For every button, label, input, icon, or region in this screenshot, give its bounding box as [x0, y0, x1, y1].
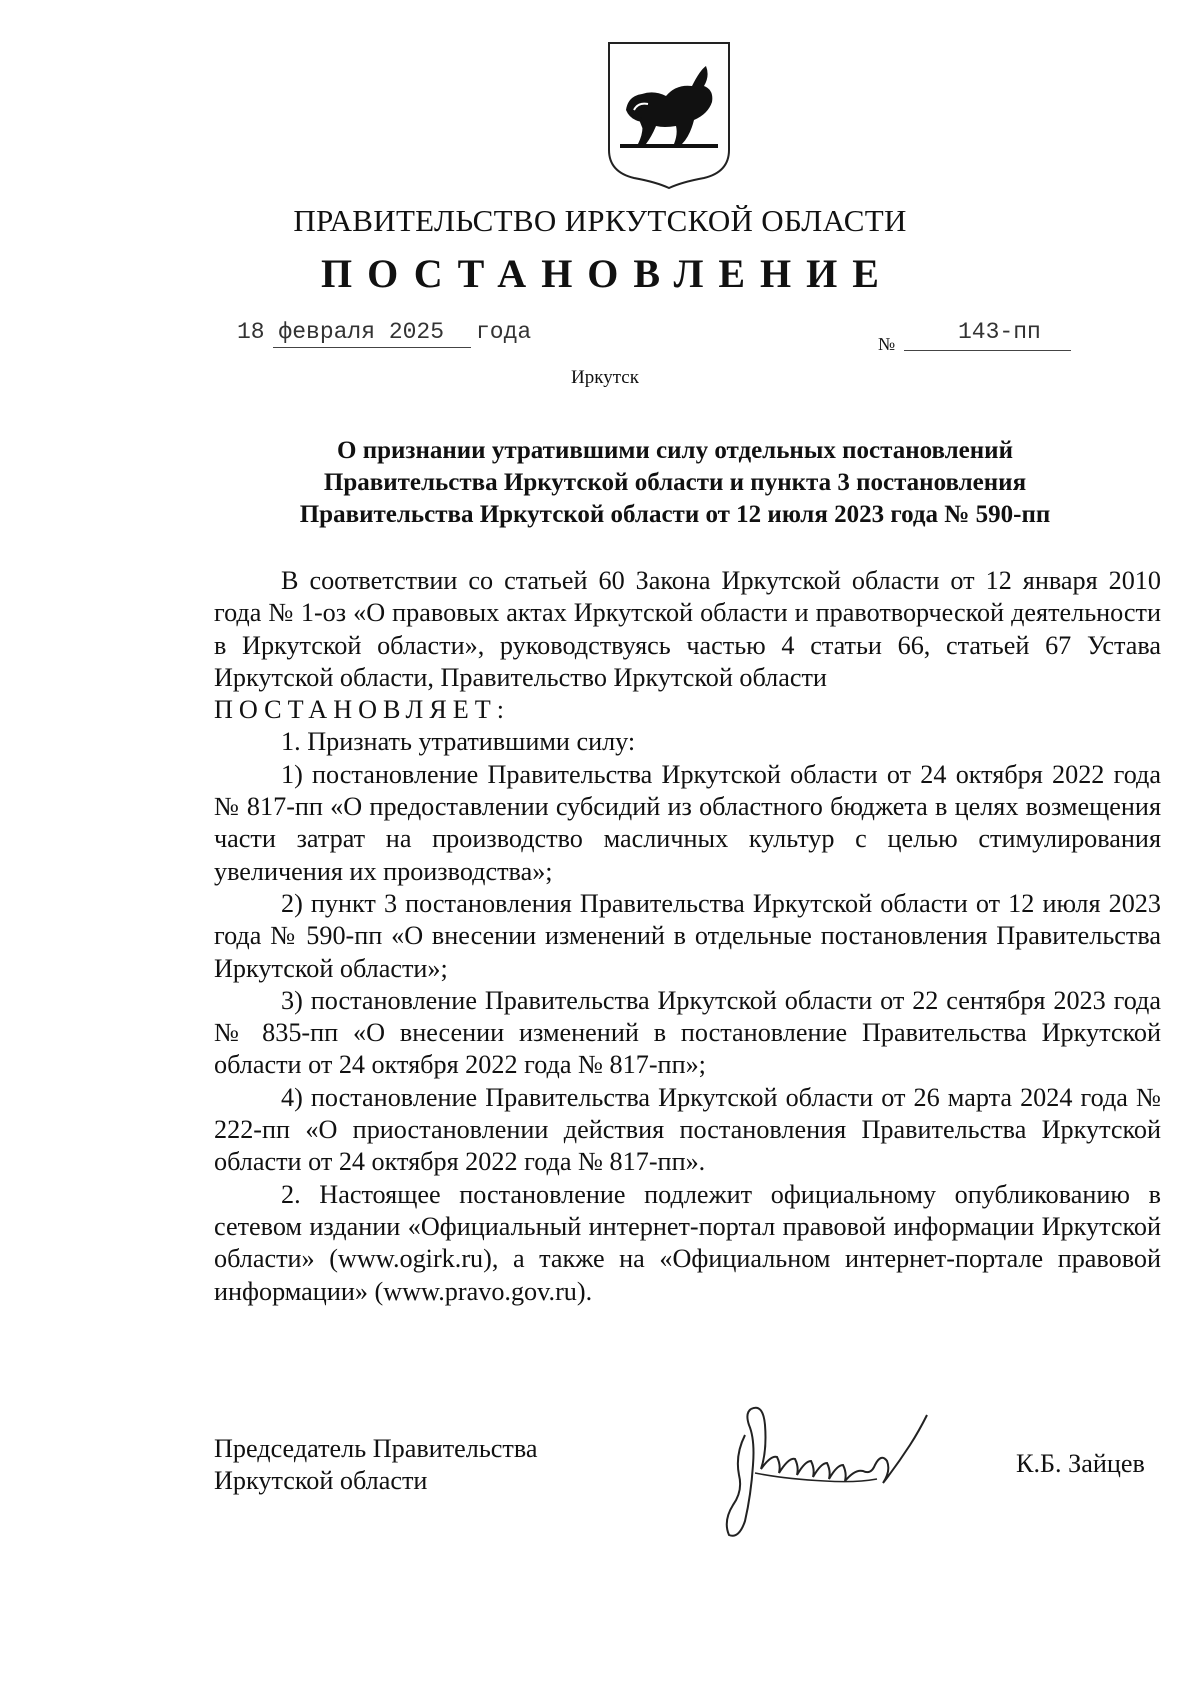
item-1-heading: 1. Признать утратившими силу:: [281, 727, 636, 757]
document-date: 18 февраля 2025: [237, 319, 445, 345]
signer-name: К.Б. Зайцев: [1016, 1449, 1145, 1478]
signer-position-line: Иркутской области: [214, 1466, 428, 1496]
decree-word: ПОСТАНОВЛЯЕТ:: [214, 695, 511, 725]
item-2: 2. Настоящее постановление подлежит официальному опубликованию в сетевом издании «Официальный интернет-портал правовой информации Иркутской области» (www.ogirk.ru), а также на «Официальном интернет-портале правовой информации» (www.pravo.gov.ru).: [214, 1179, 1161, 1306]
title-line: О признании утратившими силу отдельных постановлений: [337, 437, 1013, 464]
title-line: Правительства Иркутской области и пункта 3 постановления: [323, 469, 1027, 496]
city: Иркутск: [571, 367, 639, 388]
preamble: В соответствии со статьей 60 Закона Иркутской области от 12 января 2010 года № 1-оз «О правовых актах Иркутской области и правотворческой деятельности в Иркутской области», руководствуясь частью 4 статьи 66, статьей 67 Устава Иркутской области, Правительство Иркутской области: [214, 566, 1161, 692]
number-sign: №: [878, 334, 896, 354]
document-type: ПОСТАНОВЛЕНИЕ: [321, 251, 894, 296]
date-suffix: года: [476, 319, 532, 345]
number-underline: [904, 350, 1071, 351]
organization-name: ПРАВИТЕЛЬСТВО ИРКУТСКОЙ ОБЛАСТИ: [293, 203, 907, 238]
document-body: [214, 565, 1161, 1308]
subitem-4: 4) постановление Правительства Иркутской области от 26 марта 2024 года № 222-пп «О приостановлении действия постановления Правительства Иркутской области от 24 октября 2022 года № 817-пп».: [214, 1082, 1161, 1177]
handwritten-signature-icon: [705, 1395, 955, 1540]
signer-position-line: Председатель Правительства: [214, 1434, 538, 1463]
subitem-1: 1) постановление Правительства Иркутской области от 24 октября 2022 года № 817-пп «О предоставлении субсидий из областного бюджета в целях возмещения части затрат на производство масличных культур с целью стимулирования увеличения их производства»;: [214, 759, 1161, 886]
document-title: [240, 435, 1110, 531]
date-underline: [273, 347, 471, 348]
title-line: Правительства Иркутской области от 12 июля 2023 года № 590-пп: [299, 501, 1051, 528]
signer-position: [214, 1433, 538, 1498]
coat-of-arms-icon: [604, 40, 734, 190]
subitem-2: 2) пункт 3 постановления Правительства Иркутской области от 12 июля 2023 года № 590-пп «О внесении изменений в отдельные постановления Правительства Иркутской области»;: [214, 888, 1161, 983]
document-number: 143-пп: [958, 319, 1041, 345]
subitem-3: 3) постановление Правительства Иркутской области от 22 сентября 2023 года № 835-пп «О внесении изменений в постановление Правительства Иркутской области от 24 октября 2022 года № 817-пп»;: [214, 985, 1161, 1080]
